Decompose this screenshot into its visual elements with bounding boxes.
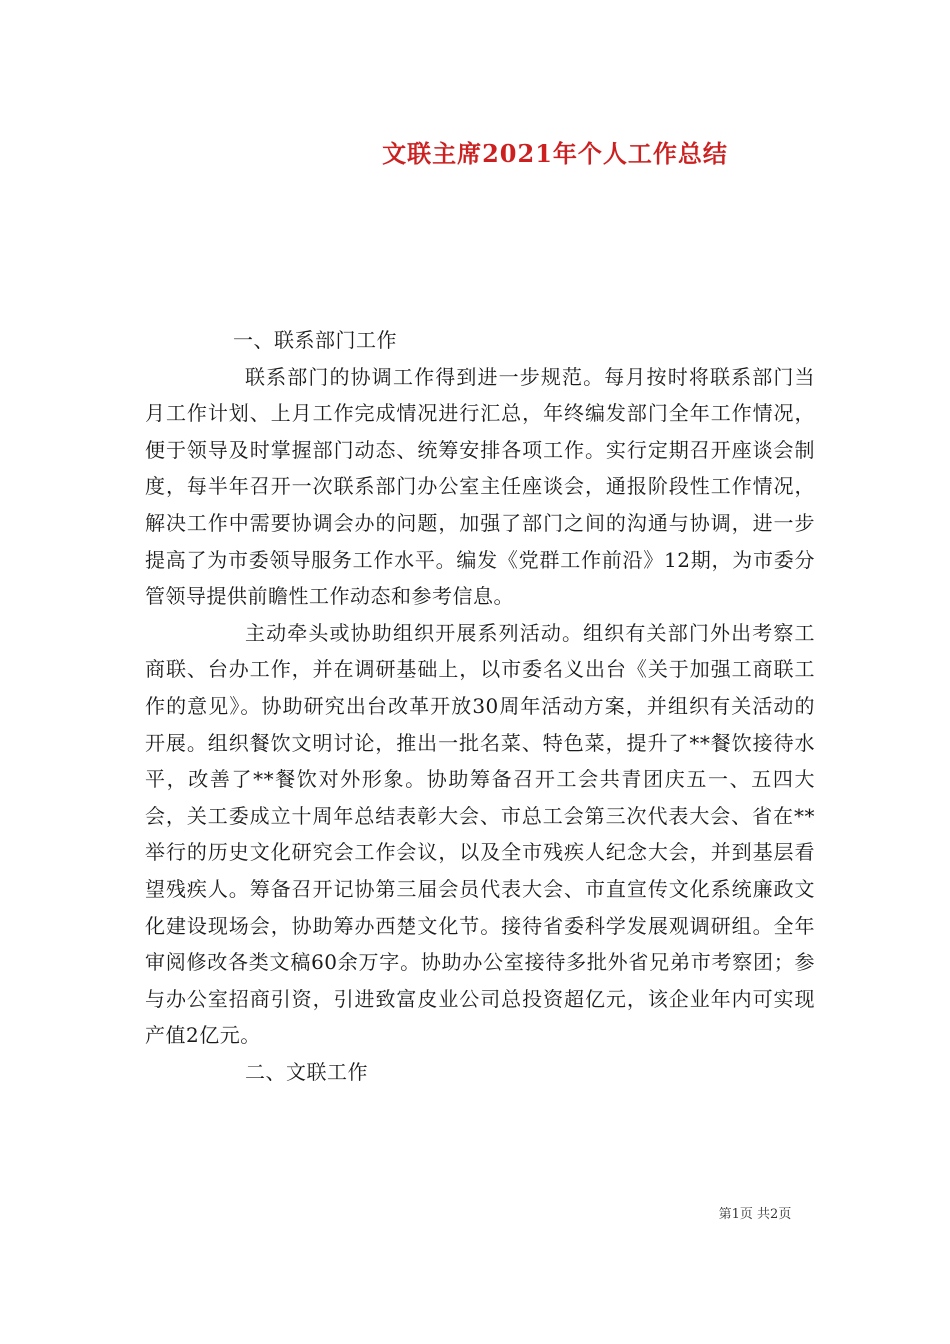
document-title: 文联主席2021年个人工作总结 bbox=[382, 139, 728, 168]
document-body bbox=[145, 322, 815, 1090]
paragraph-2: 主动牵头或协助组织开展系列活动。组织有关部门外出考察工商联、台办工作，并在调研基础上，以市委名义出台《关于加强工商联工作的意见》。协助研究出台改革开放30周年活动方案，并组织有关活动的开展。组织餐饮文明讨论，推出一批名菜、特色菜，提升了**餐饮接待水平，改善了**餐饮对外形象。协助筹备召开工会共青团庆五一、五四大会，关工委成立十周年总结表彰大会、市总工会第三次代表大会、省在**举行的历史文化研究会工作会议，以及全市残疾人纪念大会，并到基层看望残疾人。筹备召开记协第三届会员代表大会、市直宣传文化系统廉政文化建设现场会，协助筹办西楚文化节。接待省委科学发展观调研组。全年审阅修改各类文稿60余万字。协助办公室接待多批外省兄弟市考察团；参与办公室招商引资，引进致富皮业公司总投资超亿元，该企业年内可实现产值2亿元。 bbox=[145, 620, 815, 1048]
paragraph-1: 联系部门的协调工作得到进一步规范。每月按时将联系部门当月工作计划、上月工作完成情况进行汇总，年终编发部门全年工作情况，便于领导及时掌握部门动态、统筹安排各项工作。实行定期召开座谈会制度，每半年召开一次联系部门办公室主任座谈会，通报阶段性工作情况，解决工作中需要协调会办的问题，加强了部门之间的沟通与协调，进一步提高了为市委领导服务工作水平。编发《党群工作前沿》12期，为市委分管领导提供前瞻性工作动态和参考信息。 bbox=[145, 364, 815, 609]
section-heading-2: 二、文联工作 bbox=[245, 1059, 368, 1084]
section-heading-1: 一、联系部门工作 bbox=[233, 328, 397, 352]
page-number-footer: 第1页 共2页 bbox=[718, 1207, 792, 1222]
